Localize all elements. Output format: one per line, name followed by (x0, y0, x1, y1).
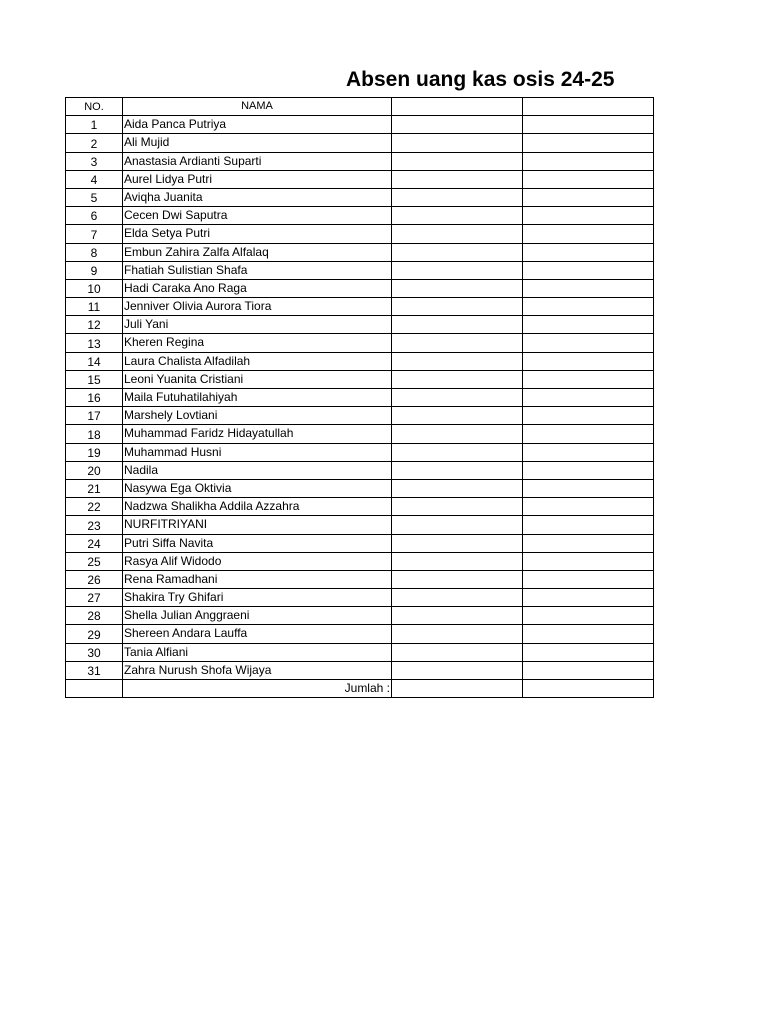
row-number-cell[interactable]: 25 (66, 552, 123, 570)
row-number-cell[interactable]: 7 (66, 225, 123, 243)
payment-cell-col4[interactable] (523, 407, 654, 425)
student-name-cell[interactable]: Tania Alfiani (123, 643, 392, 661)
payment-cell-col3[interactable] (392, 116, 523, 134)
student-name-cell[interactable]: Cecen Dwi Saputra (123, 207, 392, 225)
table-row (66, 334, 654, 352)
payment-cell-col3[interactable] (392, 170, 523, 188)
row-number-cell[interactable]: 20 (66, 461, 123, 479)
table-row (66, 443, 654, 461)
row-number-cell[interactable]: 1 (66, 116, 123, 134)
payment-cell-col4[interactable] (523, 188, 654, 206)
student-name-cell[interactable]: Leoni Yuanita Cristiani (123, 370, 392, 388)
payment-cell-col4[interactable] (523, 534, 654, 552)
table-row (66, 316, 654, 334)
payment-cell-col4[interactable] (523, 152, 654, 170)
total-no-cell[interactable] (66, 680, 123, 698)
payment-cell-col4[interactable] (523, 170, 654, 188)
payment-cell-col4[interactable] (523, 352, 654, 370)
payment-cell-col4[interactable] (523, 552, 654, 570)
payment-cell-col3[interactable] (392, 479, 523, 497)
row-number-cell[interactable]: 19 (66, 443, 123, 461)
row-number-cell[interactable]: 6 (66, 207, 123, 225)
payment-cell-col3[interactable] (392, 552, 523, 570)
student-name-cell[interactable]: Aviqha Juanita (123, 188, 392, 206)
payment-cell-col4[interactable] (523, 516, 654, 534)
payment-cell-col4[interactable] (523, 243, 654, 261)
student-name-cell[interactable]: Fhatiah Sulistian Shafa (123, 261, 392, 279)
student-name-cell[interactable]: Nadila (123, 461, 392, 479)
table-row (66, 643, 654, 661)
row-number-cell[interactable]: 18 (66, 425, 123, 443)
row-number-cell[interactable]: 22 (66, 498, 123, 516)
table-row (66, 207, 654, 225)
payment-cell-col4[interactable] (523, 570, 654, 588)
page-title: Absen uang kas osis 24-25 (346, 68, 615, 91)
payment-cell-col3[interactable] (392, 389, 523, 407)
student-name-cell[interactable]: Rena Ramadhani (123, 570, 392, 588)
row-number-cell[interactable]: 21 (66, 479, 123, 497)
payment-cell-col4[interactable] (523, 134, 654, 152)
payment-cell-col3[interactable] (392, 534, 523, 552)
row-number-cell[interactable]: 14 (66, 352, 123, 370)
payment-cell-col3[interactable] (392, 516, 523, 534)
payment-cell-col3[interactable] (392, 589, 523, 607)
student-name-cell[interactable]: Anastasia Ardianti Suparti (123, 152, 392, 170)
row-number-cell[interactable]: 24 (66, 534, 123, 552)
payment-cell-col3[interactable] (392, 461, 523, 479)
row-number-cell[interactable]: 8 (66, 243, 123, 261)
table-row (66, 425, 654, 443)
header-col4[interactable] (523, 98, 654, 116)
payment-cell-col4[interactable] (523, 443, 654, 461)
header-col3[interactable] (392, 98, 523, 116)
payment-cell-col3[interactable] (392, 352, 523, 370)
row-number-cell[interactable]: 9 (66, 261, 123, 279)
payment-cell-col3[interactable] (392, 625, 523, 643)
row-number-cell[interactable]: 23 (66, 516, 123, 534)
payment-cell-col4[interactable] (523, 661, 654, 679)
row-number-cell[interactable]: 28 (66, 607, 123, 625)
student-name-cell[interactable]: Shella Julian Anggraeni (123, 607, 392, 625)
table-row (66, 516, 654, 534)
table-row (66, 352, 654, 370)
total-row (66, 680, 654, 698)
table-row (66, 279, 654, 297)
student-name-cell[interactable]: Shakira Try Ghifari (123, 589, 392, 607)
student-name-cell[interactable]: Laura Chalista Alfadilah (123, 352, 392, 370)
student-name-cell[interactable]: Ali Mujid (123, 134, 392, 152)
payment-cell-col4[interactable] (523, 425, 654, 443)
table-row (66, 261, 654, 279)
total-label[interactable]: Jumlah : (123, 680, 392, 698)
student-name-cell[interactable]: Nadzwa Shalikha Addila Azzahra (123, 498, 392, 516)
payment-cell-col4[interactable] (523, 479, 654, 497)
payment-cell-col4[interactable] (523, 370, 654, 388)
student-name-cell[interactable]: Muhammad Faridz Hidayatullah (123, 425, 392, 443)
table-row (66, 479, 654, 497)
payment-cell-col3[interactable] (392, 370, 523, 388)
student-name-cell[interactable]: Putri Siffa Navita (123, 534, 392, 552)
payment-cell-col3[interactable] (392, 298, 523, 316)
student-name-cell[interactable]: Shereen Andara Lauffa (123, 625, 392, 643)
payment-cell-col3[interactable] (392, 134, 523, 152)
row-number-cell[interactable]: 11 (66, 298, 123, 316)
student-name-cell[interactable]: Muhammad Husni (123, 443, 392, 461)
student-name-cell[interactable]: Marshely Lovtiani (123, 407, 392, 425)
payment-cell-col3[interactable] (392, 207, 523, 225)
payment-cell-col3[interactable] (392, 643, 523, 661)
payment-cell-col4[interactable] (523, 607, 654, 625)
student-name-cell[interactable]: Rasya Alif Widodo (123, 552, 392, 570)
payment-cell-col4[interactable] (523, 589, 654, 607)
table-row (66, 498, 654, 516)
table-row (66, 661, 654, 679)
table-row (66, 243, 654, 261)
payment-cell-col4[interactable] (523, 625, 654, 643)
row-number-cell[interactable]: 31 (66, 661, 123, 679)
payment-cell-col3[interactable] (392, 443, 523, 461)
payment-cell-col3[interactable] (392, 243, 523, 261)
row-number-cell[interactable]: 10 (66, 279, 123, 297)
table-row (66, 225, 654, 243)
payment-cell-col4[interactable] (523, 298, 654, 316)
payment-cell-col3[interactable] (392, 188, 523, 206)
table-row (66, 134, 654, 152)
table-row (66, 552, 654, 570)
row-number-cell[interactable]: 16 (66, 389, 123, 407)
student-name-cell[interactable]: Aida Panca Putriya (123, 116, 392, 134)
table-row (66, 152, 654, 170)
payment-cell-col4[interactable] (523, 498, 654, 516)
payment-cell-col4[interactable] (523, 207, 654, 225)
row-number-cell[interactable]: 27 (66, 589, 123, 607)
payment-cell-col3[interactable] (392, 570, 523, 588)
payment-cell-col3[interactable] (392, 407, 523, 425)
table-row (66, 589, 654, 607)
total-cell-col3[interactable] (392, 680, 523, 698)
row-number-cell[interactable]: 3 (66, 152, 123, 170)
payment-cell-col4[interactable] (523, 461, 654, 479)
row-number-cell[interactable]: 2 (66, 134, 123, 152)
payment-cell-col3[interactable] (392, 498, 523, 516)
payment-cell-col4[interactable] (523, 316, 654, 334)
header-name[interactable]: NAMA (123, 98, 392, 116)
student-name-cell[interactable]: Embun Zahira Zalfa Alfalaq (123, 243, 392, 261)
student-name-cell[interactable]: Jenniver Olivia Aurora Tiora (123, 298, 392, 316)
payment-cell-col3[interactable] (392, 661, 523, 679)
table-row (66, 570, 654, 588)
row-number-cell[interactable]: 17 (66, 407, 123, 425)
payment-cell-col3[interactable] (392, 279, 523, 297)
row-number-cell[interactable]: 4 (66, 170, 123, 188)
student-name-cell[interactable]: Maila Futuhatilahiyah (123, 389, 392, 407)
payment-cell-col3[interactable] (392, 152, 523, 170)
table-row (66, 625, 654, 643)
payment-cell-col3[interactable] (392, 316, 523, 334)
table-row (66, 188, 654, 206)
student-name-cell[interactable]: Hadi Caraka Ano Raga (123, 279, 392, 297)
payment-cell-col4[interactable] (523, 225, 654, 243)
table-row (66, 116, 654, 134)
row-number-cell[interactable]: 30 (66, 643, 123, 661)
payment-cell-col4[interactable] (523, 389, 654, 407)
table-row (66, 407, 654, 425)
payment-cell-col3[interactable] (392, 225, 523, 243)
table-row (66, 389, 654, 407)
payment-cell-col4[interactable] (523, 261, 654, 279)
payment-cell-col3[interactable] (392, 607, 523, 625)
table-header-row (66, 98, 654, 116)
attendance-table (65, 97, 654, 698)
table-row (66, 607, 654, 625)
payment-cell-col4[interactable] (523, 116, 654, 134)
row-number-cell[interactable]: 5 (66, 188, 123, 206)
student-name-cell[interactable]: Zahra Nurush Shofa Wijaya (123, 661, 392, 679)
row-number-cell[interactable]: 12 (66, 316, 123, 334)
row-number-cell[interactable]: 26 (66, 570, 123, 588)
payment-cell-col3[interactable] (392, 261, 523, 279)
student-name-cell[interactable]: NURFITRIYANI (123, 516, 392, 534)
table-row (66, 170, 654, 188)
payment-cell-col3[interactable] (392, 425, 523, 443)
total-cell-col4[interactable] (523, 680, 654, 698)
payment-cell-col4[interactable] (523, 279, 654, 297)
row-number-cell[interactable]: 15 (66, 370, 123, 388)
table-row (66, 534, 654, 552)
table-row (66, 298, 654, 316)
header-no[interactable]: NO. (66, 98, 123, 116)
table-body (66, 116, 654, 680)
payment-cell-col4[interactable] (523, 334, 654, 352)
payment-cell-col4[interactable] (523, 643, 654, 661)
row-number-cell[interactable]: 29 (66, 625, 123, 643)
student-name-cell[interactable]: Nasywa Ega Oktivia (123, 479, 392, 497)
student-name-cell[interactable]: Kheren Regina (123, 334, 392, 352)
student-name-cell[interactable]: Aurel Lidya Putri (123, 170, 392, 188)
student-name-cell[interactable]: Juli Yani (123, 316, 392, 334)
table-row (66, 370, 654, 388)
payment-cell-col3[interactable] (392, 334, 523, 352)
table-row (66, 461, 654, 479)
row-number-cell[interactable]: 13 (66, 334, 123, 352)
student-name-cell[interactable]: Elda Setya Putri (123, 225, 392, 243)
